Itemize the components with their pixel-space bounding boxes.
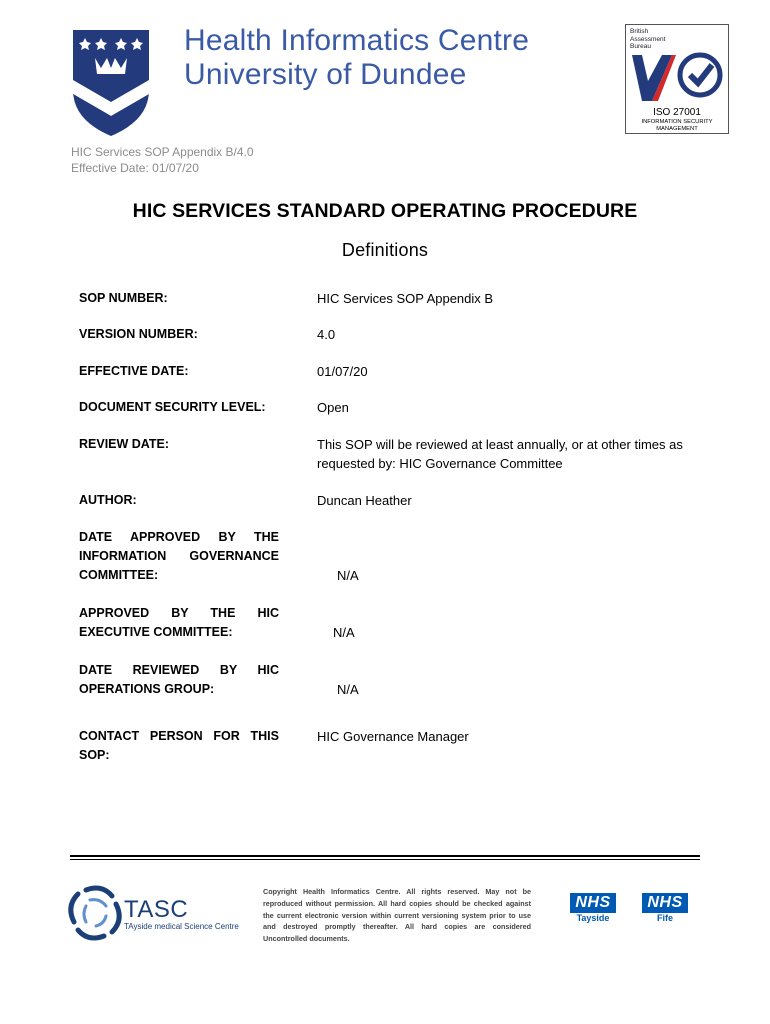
org-name-line2: University of Dundee — [184, 58, 467, 91]
iso-certification-badge — [625, 24, 729, 134]
field-value-ig-committee-approval: N/A — [337, 568, 359, 583]
nhs-fife-logo — [642, 893, 688, 923]
field-value-version-number: 4.0 — [317, 327, 336, 342]
field-value-review-date: This SOP will be reviewed at least annually, or at other times as requested by: HIC Governance Committee — [317, 437, 683, 471]
sop-reference: HIC Services SOP Appendix B/4.0 — [71, 145, 254, 159]
nhs-badge: NHS — [642, 893, 688, 913]
nhs-tayside-logo — [570, 893, 616, 923]
field-label-author: AUTHOR: — [79, 493, 137, 507]
field-value-exec-committee-approval: N/A — [333, 625, 355, 640]
field-value-sop-number: HIC Services SOP Appendix B — [317, 291, 494, 306]
field-value-effective-date: 01/07/20 — [317, 364, 368, 379]
org-name-line1: Health Informatics Centre — [184, 24, 530, 57]
field-value-security-level: Open — [317, 400, 349, 415]
document-subtitle: Definitions — [341, 240, 429, 260]
footer-rule-thin — [70, 859, 700, 860]
field-label-operations-review: DATE REVIEWED BY HIC OPERATIONS GROUP: — [79, 663, 279, 696]
nhs-region-label: Fife — [656, 913, 673, 923]
university-crest-logo — [71, 28, 151, 138]
iso-check-icon — [628, 51, 726, 105]
iso-sub-label: INFORMATION SECURITY MANAGEMENT — [641, 119, 713, 132]
tasc-logo-icon — [66, 882, 126, 942]
field-value-contact-person: HIC Governance Manager — [317, 729, 469, 744]
tasc-subtitle: TAyside medical Science Centre — [124, 922, 239, 931]
field-label-contact-person: CONTACT PERSON FOR THIS SOP: — [79, 729, 279, 762]
tasc-name: TASC — [124, 896, 189, 923]
field-label-effective-date: EFFECTIVE DATE: — [79, 364, 189, 378]
field-value-operations-review: N/A — [337, 682, 359, 697]
field-label-sop-number: SOP NUMBER: — [79, 291, 168, 305]
effective-date-reference: Effective Date: 01/07/20 — [71, 161, 199, 175]
field-value-author: Duncan Heather — [317, 493, 412, 508]
nhs-badge: NHS — [570, 893, 616, 913]
copyright-notice: Copyright Health Informatics Centre. All rights reserved. May not be reproduced without permission. All hard copies should be checked against the current electronic version within current versioning system prior to use and destroyed promptly thereafter. All hard copies are considered Uncontrolled documents. — [263, 887, 531, 944]
footer-rule — [70, 855, 700, 857]
iso-label: ISO 27001 — [653, 107, 701, 118]
document-title: HIC SERVICES STANDARD OPERATING PROCEDURE — [132, 200, 638, 222]
field-label-security-level: DOCUMENT SECURITY LEVEL: — [79, 400, 266, 414]
field-label-ig-committee-approval: DATE APPROVED BY THE INFORMATION GOVERNANCE COMMITTEE: — [79, 530, 279, 582]
field-label-review-date: REVIEW DATE: — [79, 437, 170, 451]
nhs-region-label: Tayside — [576, 913, 610, 923]
field-label-version-number: VERSION NUMBER: — [79, 327, 198, 341]
bab-label: British Assessment Bureau — [630, 28, 666, 50]
field-label-exec-committee-approval: APPROVED BY THE HIC EXECUTIVE COMMITTEE: — [79, 606, 279, 639]
